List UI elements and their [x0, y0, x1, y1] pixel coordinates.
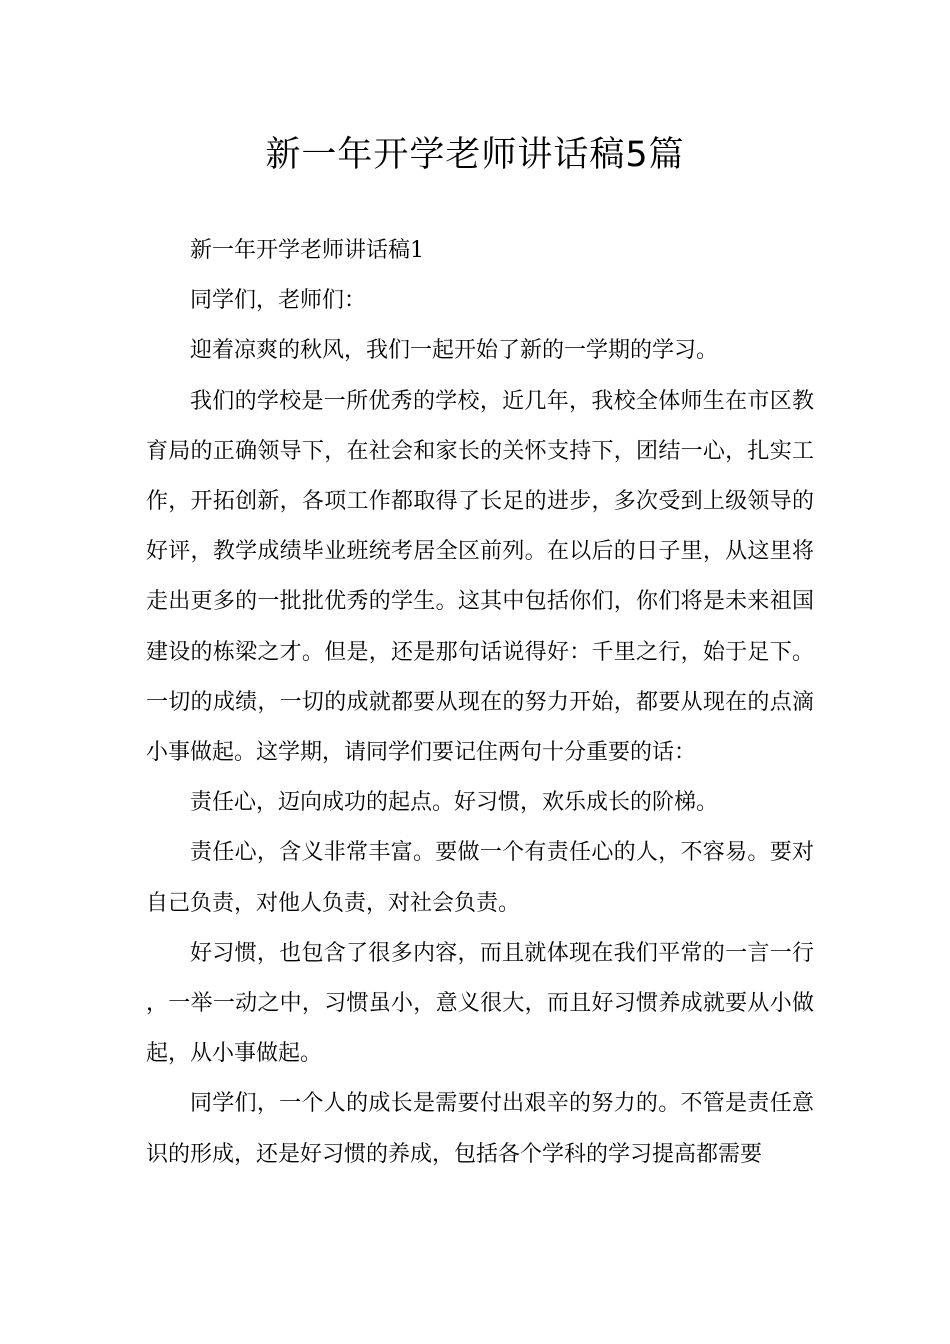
document-body — [146, 226, 814, 1180]
paragraph: 同学们，一个人的成长是需要付出艰辛的努力的。不管是责任意识的形成，还是好习惯的养成，包括各个学科的学习提高都需要 — [146, 1091, 814, 1167]
paragraph: 责任心，含义非常丰富。要做一个有责任心的人，不容易。要对自己负责，对他人负责，对社会负责。 — [146, 840, 814, 916]
paragraph-salutation: 同学们，老师们： — [190, 288, 367, 314]
paragraph: 责任心，迈向成功的起点。好习惯，欢乐成长的阶梯。 — [190, 790, 719, 816]
paragraph: 我们的学校是一所优秀的学校，近几年，我校全体师生在市区教育局的正确领导下，在社会和家长的关怀支持下，团结一心，扎实工作，开拓创新，各项工作都取得了长足的进步，多次受到上级领导的好评，教学成绩毕业班统考居全区前列。在以后的日子里，从这里将走出更多的一批批优秀的学生。这其中包括你们，你们将是未来祖国建设的栋梁之才。但是，还是那句话说得好：千里之行，始于足下。一切的成绩，一切的成就都要从现在的努力开始，都要从现在的点滴小事做起。这学期，请同学们要记住两句十分重要的话： — [146, 388, 814, 766]
document-title: 新一年开学老师讲话稿5篇 — [265, 135, 685, 175]
paragraph-section-heading: 新一年开学老师讲话稿1 — [190, 238, 424, 263]
paragraph: 迎着凉爽的秋风，我们一起开始了新的一学期的学习。 — [190, 338, 719, 364]
paragraph: 好习惯，也包含了很多内容，而且就体现在我们平常的一言一行，一举一动之中，习惯虽小，意义很大，而且好习惯养成就要从小做起，从小事做起。 — [146, 940, 814, 1067]
